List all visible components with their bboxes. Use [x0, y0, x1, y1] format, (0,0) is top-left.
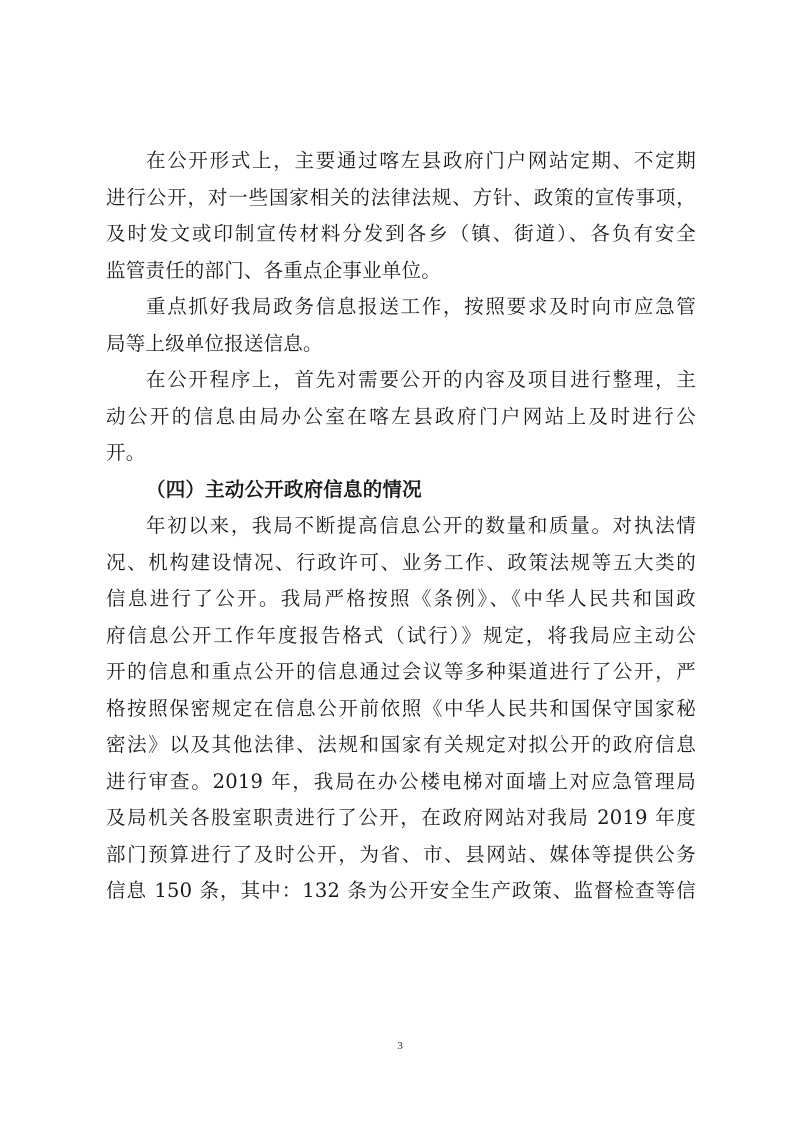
- body-text: [106, 143, 696, 910]
- text-line: 及局机关各股室职责进行了公开，在政府网站对我局 2019 年度: [106, 806, 696, 829]
- page-number: 3: [397, 1040, 403, 1052]
- text-line: 府信息公开工作年度报告格式（试行）》规定，将我局应主动公: [106, 623, 696, 647]
- text-line: 进行公开，对一些国家相关的法律法规、方针、政策的宣传事项，: [106, 185, 696, 209]
- text-line: 局等上级单位报送信息。: [106, 331, 323, 355]
- text-line: 格按照保密规定在信息公开前依照《中华人民共和国保守国家秘: [106, 696, 696, 720]
- text-line: 况、机构建设情况、行政许可、业务工作、政策法规等五大类的: [106, 550, 696, 574]
- text-line: 信息 150 条，其中：132 条为公开安全生产政策、监督检查等信: [106, 879, 696, 902]
- text-line: 在公开程序上，首先对需要公开的内容及项目进行整理，主: [146, 368, 696, 391]
- text-line: 进行审查。2019 年，我局在办公楼电梯对面墙上对应急管理局: [106, 769, 696, 793]
- text-line: 年初以来，我局不断提高信息公开的数量和质量。对执法情: [146, 514, 696, 537]
- text-line: 及时发文或印制宣传材料分发到各乡（镇、街道）、各负有安全: [106, 222, 696, 245]
- text-line: 密法》以及其他法律、法规和国家有关规定对拟公开的政府信息: [106, 733, 696, 756]
- text-line: 开。: [106, 441, 146, 464]
- text-line: 在公开形式上，主要通过喀左县政府门户网站定期、不定期: [146, 149, 696, 172]
- text-line: 动公开的信息由局办公室在喀左县政府门户网站上及时进行公: [106, 404, 696, 428]
- section-heading: （四）主动公开政府信息的情况: [146, 477, 422, 501]
- text-line: 开的信息和重点公开的信息通过会议等多种渠道进行了公开，严: [106, 660, 696, 683]
- text-line: 监管责任的部门、各重点企事业单位。: [106, 258, 441, 282]
- text-line: 重点抓好我局政务信息报送工作，按照要求及时向市应急管: [146, 295, 696, 318]
- text-line: 信息进行了公开。我局严格按照《条例》、《中华人民共和国政: [106, 587, 696, 610]
- text-line: 部门预算进行了及时公开，为省、市、县网站、媒体等提供公务: [106, 842, 696, 866]
